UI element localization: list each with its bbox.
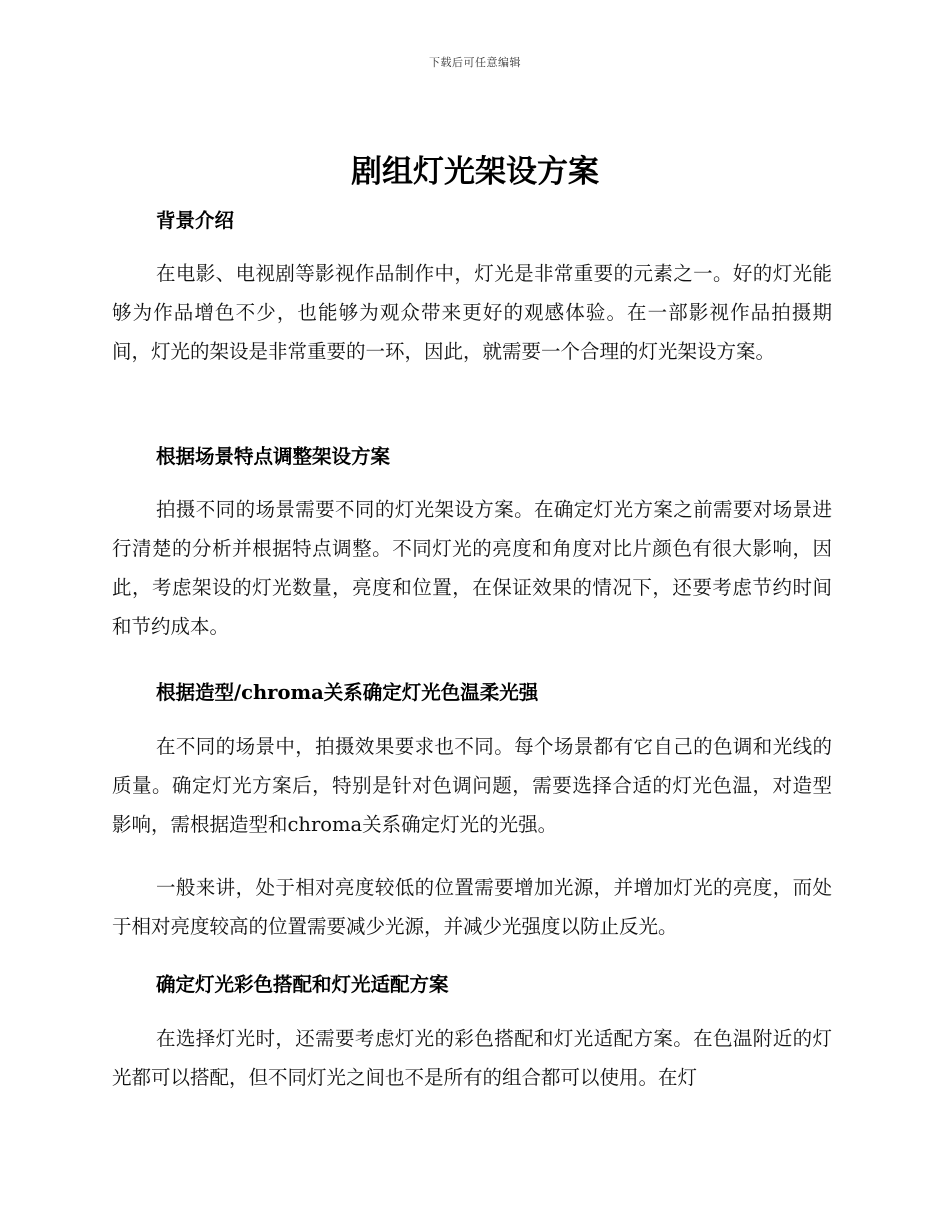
page-header-note: 下载后可任意编辑 bbox=[429, 56, 521, 69]
section-heading-background: 背景介绍 bbox=[156, 209, 235, 232]
section-heading-color-matching: 确定灯光彩色搭配和灯光适配方案 bbox=[156, 973, 449, 996]
paragraph-color-temperature-1: 在不同的场景中，拍摄效果要求也不同。每个场景都有它自己的色调和光线的质量。确定灯光方案后，特别是针对色调问题，需要选择合适的灯光色温，对造型影响，需根据造型和chroma关系确定灯光的光强。 bbox=[112, 735, 832, 836]
paragraph-color-temperature-2: 一般来讲，处于相对亮度较低的位置需要增加光源，并增加灯光的亮度，而处于相对亮度较高的位置需要减少光源，并减少光强度以防止反光。 bbox=[112, 876, 832, 938]
section-heading-color-temperature: 根据造型/chroma关系确定灯光色温柔光强 bbox=[156, 681, 539, 704]
section-heading-scene-adjust: 根据场景特点调整架设方案 bbox=[156, 445, 391, 468]
document-title: 剧组灯光架设方案 bbox=[351, 154, 599, 190]
paragraph-scene-adjust: 拍摄不同的场景需要不同的灯光架设方案。在确定灯光方案之前需要对场景进行清楚的分析并根据特点调整。不同灯光的亮度和角度对比片颜色有很大影响，因此，考虑架设的灯光数量，亮度和位置，在保证效果的情况下，还要考虑节约时间和节约成本。 bbox=[112, 498, 832, 638]
paragraph-background: 在电影、电视剧等影视作品制作中，灯光是非常重要的元素之一。好的灯光能够为作品增色不少，也能够为观众带来更好的观感体验。在一部影视作品拍摄期间，灯光的架设是非常重要的一环，因此，就需要一个合理的灯光架设方案。 bbox=[112, 262, 832, 363]
paragraph-color-matching: 在选择灯光时，还需要考虑灯光的彩色搭配和灯光适配方案。在色温附近的灯光都可以搭配，但不同灯光之间也不是所有的组合都可以使用。在灯 bbox=[112, 1027, 832, 1089]
